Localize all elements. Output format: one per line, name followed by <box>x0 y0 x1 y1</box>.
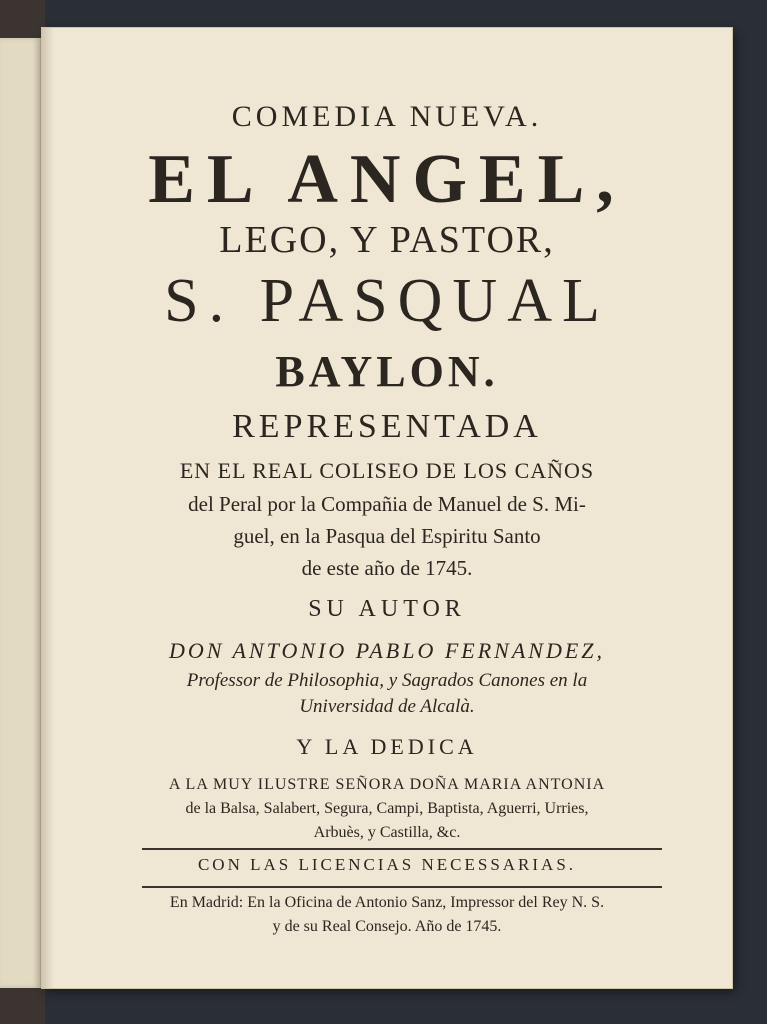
imprint-line-1: En Madrid: En la Oficina de Antonio Sanz, Impressor del Rey N. S. <box>169 894 605 911</box>
title-page <box>42 28 732 988</box>
title-line-3: S. PASQUAL <box>164 267 610 335</box>
imprint-line-2: y de su Real Consejo. Año de 1745. <box>272 918 502 935</box>
dedicatee-line-3: Arbuès, y Castilla, &c. <box>313 824 461 841</box>
venue-line-1: EN EL REAL COLISEO DE LOS CAÑOS <box>179 458 595 483</box>
title-line-4: BAYLON. <box>275 347 499 396</box>
previous-page-edge <box>0 38 41 988</box>
dedicatee-line-2: de la Balsa, Salabert, Segura, Campi, Baptista, Aguerri, Urries, <box>185 800 589 817</box>
author-heading: SU AUTOR <box>308 596 466 622</box>
divider-top <box>142 848 662 850</box>
title-line-1: EL ANGEL, <box>148 141 626 218</box>
author-title-line-2: Universidad de Alcalà. <box>299 696 475 717</box>
genre-heading: COMEDIA NUEVA. <box>231 100 543 133</box>
author-name: DON ANTONIO PABLO FERNANDEZ, <box>168 638 606 663</box>
venue-line-3: guel, en la Pasqua del Espiritu Santo <box>233 524 541 548</box>
dedicatee-line-1: A LA MUY ILUSTRE SEÑORA DOÑA MARIA ANTONIA <box>168 776 606 793</box>
author-title-line-1: Professor de Philosophia, y Sagrados Canones en la <box>186 670 588 691</box>
title-line-2: LEGO, Y PASTOR, <box>219 219 555 261</box>
represented-heading: REPRESENTADA <box>232 408 542 445</box>
divider-bottom <box>142 886 662 888</box>
licenses-line: CON LAS LICENCIAS NECESSARIAS. <box>197 855 577 874</box>
venue-line-4: de este año de 1745. <box>301 556 473 580</box>
dedication-heading: Y LA DEDICA <box>296 734 478 759</box>
venue-line-2: del Peral por la Compañia de Manuel de S. Mi- <box>188 492 586 516</box>
